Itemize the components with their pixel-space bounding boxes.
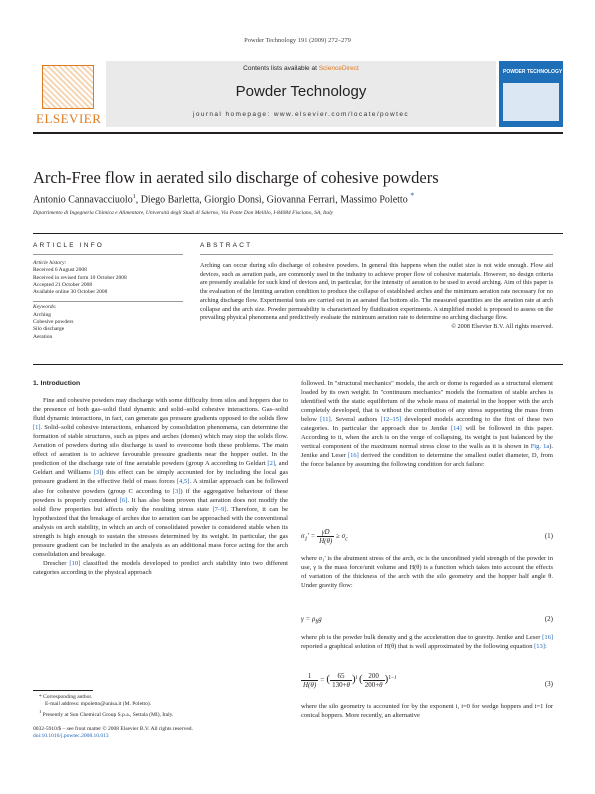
footnote-email: E-mail address: mpoletto@unisa.it (M. Poletto). [45, 701, 152, 707]
ref-link[interactable]: [6] [119, 496, 128, 504]
ref-link[interactable]: [12–15] [380, 416, 402, 424]
equation-number: (2) [544, 615, 553, 623]
paragraph [33, 396, 288, 559]
text: . It has also been proven that aeration does not modify the solid flow properties but affects only the resulting stress state [33, 496, 288, 513]
title-rule [33, 233, 563, 234]
ref-link[interactable]: [13] [534, 643, 545, 651]
ref-link[interactable]: [16] [347, 452, 359, 460]
paragraph [301, 633, 553, 651]
eq3-lhs: $\frac{1}{H(\theta)}$ [303, 672, 317, 689]
equation-1: $\sigma_1'$ = $\frac{\gamma D}{H(\theta)}$ ≥ $\sigma_c$ (1) [301, 528, 553, 545]
keyword: Cohesive powders [33, 319, 74, 326]
equation-number: (3) [544, 680, 553, 688]
text: developed models according to the first of these two categories. In particular the approach due to Jenike [301, 416, 553, 433]
paragraph [33, 559, 288, 577]
footnote-corresponding: * Corresponding author. [39, 694, 93, 700]
footnote-mark: 1 [39, 709, 42, 714]
text: : [544, 643, 547, 651]
text: classified the models developed to predict arch stability into two different categories according to the physical approach [33, 559, 288, 576]
equation-number: (1) [544, 532, 553, 540]
contents-line [106, 65, 496, 72]
masthead-rule [33, 132, 563, 134]
text: ) this effect can be simply accounted for by including the local gas pressure gradient in the effective field of mass forces [33, 469, 289, 486]
footnote-present-text: Presently at Sun Chemical Group S.p.a., Settala (MI), Italy. [42, 711, 174, 718]
elsevier-logo [33, 61, 103, 127]
text: reported a graphical solution of H(θ) that is well approximated by the following equation [301, 643, 535, 651]
left-column [33, 379, 288, 577]
ref-link[interactable]: [2] [267, 460, 275, 468]
ref-link[interactable]: Fig. 1a [530, 443, 550, 451]
abstract-heading: ABSTRACT [200, 242, 253, 249]
ref-link[interactable]: [16] [542, 634, 553, 641]
footnotes [33, 694, 288, 740]
text: where ρb is the powder bulk density and g the acceleration due to gravity. Jenike and Leser [301, 634, 543, 641]
eq1-fraction: $\frac{\gamma D}{H(\theta)}$ [319, 528, 333, 545]
journal-banner [106, 61, 496, 127]
text: followed. In "structural mechanics" models, the arch or dome is regarded as a structural element loaded by its own weight. In "continuum mechanics" models the formation of stable arches is identified with the static equilibrium of the whole mass of material in the hopper with the arch completely developed, that is without the contribution of any stress supporting the mass from below [301, 380, 553, 424]
abstract-body: Arching can occur during silo discharge of cohesive powders. In general this happens when the outlet size is not wide enough. Flow aid devices, such as aeration pads, are commonly used in the industry to achieve proper flow of cohesive materials. However, no design criteria are presently available for such kind of devices and, in particular, for the intensity of aeration to be used to avoid arching. Aim of this paper is the evaluation of the limiting aeration condition to produce the collapse of established arches and the minimum aeration rate necessary for no arching discharge flow. Experimental tests are carried out in an aerated flat bottom silo. The measured quantities are the aeration rate at arch collapse and the arch size. Powder permeability is characterized by fluidization experiments. A simplified model is proposed to assess on the prevailing physical phenomena and predictively evaluate the minimum aeration rate to determine no arching discharge flow. [200, 262, 553, 322]
info-divider [33, 301, 183, 302]
journal-cover [499, 61, 563, 127]
ref-link[interactable]: [3] [93, 469, 102, 477]
corresponding-author-link[interactable]: * [410, 191, 415, 200]
keyword: Aeration [33, 333, 53, 340]
masthead [33, 61, 563, 127]
ref-link[interactable]: [7–9] [212, 505, 227, 513]
right-column-top [301, 379, 553, 469]
sciencedirect-link[interactable]: ScienceDirect [318, 65, 359, 72]
ref-link[interactable]: [4,5] [176, 478, 190, 486]
contents-prefix: Contents lists available at [243, 65, 317, 72]
footnote-present [33, 708, 288, 719]
section-heading: 1. Introduction [33, 380, 81, 387]
text: ) if the aggregative behaviour of these powders is properly considered [33, 487, 288, 504]
author-first: Antonio Cannavacciuolo [33, 194, 133, 206]
elsevier-tree-icon [42, 65, 94, 109]
ref-link[interactable]: [11] [320, 416, 331, 424]
keyword: Silo discharge [33, 326, 65, 333]
keyword: Arching [33, 311, 52, 318]
affiliation: Dipartimento di Ingegneria Chimica e Alimentare, Università degli Studi di Salerno, Via Ponte Don Melillo, I-84084 Fisciano, SA, Italy [33, 210, 334, 216]
ref-link[interactable]: [10] [69, 559, 81, 567]
abstract-copyright: © 2008 Elsevier B.V. All rights reserved. [451, 322, 553, 330]
text: . A similar approach can be followed also for cohesive powders (group C according to [33, 478, 288, 495]
right-column-bottom [301, 702, 553, 720]
abstract-end-rule [33, 364, 563, 365]
text: Drescher [43, 559, 70, 567]
history-item: Available online 30 October 2008 [33, 289, 108, 296]
history-item: Received 6 August 2008 [33, 267, 87, 274]
author-rest: , Diego Barletta, Giorgio Donsì, Giovanna Ferrari, Massimo Poletto [135, 194, 408, 206]
article-info [33, 260, 183, 341]
text: . Several authors [330, 416, 381, 424]
article-title: Arch-Free flow in aerated silo discharge of cohesive powders [33, 168, 439, 187]
right-column-mid2 [301, 633, 553, 651]
history-label: Article history: [33, 260, 67, 266]
text: derived the condition to determine the smallest outlet diameter, D, from the force balance by assuming the following condition for arch failure: [301, 452, 553, 469]
publisher-name: ELSEVIER [36, 111, 102, 126]
ref-link[interactable]: [1] [33, 424, 41, 432]
text: ). Jenike and Leser [301, 443, 553, 460]
eq3-term1: $\frac{65}{130+\theta}$ [332, 672, 350, 689]
journal-title: Powder Technology [235, 83, 367, 100]
right-column-mid [301, 554, 553, 590]
equation-2: $\gamma = \rho_bg$ (2) [301, 615, 553, 626]
ref-link[interactable]: [14] [450, 425, 462, 433]
paragraph: where the silo geometry is accounted for by the exponent i, i=0 for wedge hoppers and i=1 for conical hoppers. More recently, an alternative [301, 703, 553, 720]
author-list [33, 191, 414, 205]
abstract-text [200, 262, 553, 332]
paragraph: where σ₁' is the abutment stress of the arch, σc is the unconfined yield strength of the powder in use, γ is the mass force/unit volume and H(θ) is a function which takes into account the effects of variation of the thickness of the arch with the silo geometry and the hopper half angle θ. Under gravity flow: [301, 555, 553, 590]
text: will be followed in this paper. According to it, when the arch is on the verge of collapsing, its weight is just balanced by the vertical component of the maximum normal stress close to the walls as it is shown in [301, 425, 553, 451]
text: Fine and cohesive powders may discharge with some difficulty from silos and hoppers due to the presence of both gas–solid fluid dynamic and solid–solid cohesive interactions. Gas–solid fluid dynamic interactions, in fact, can generate gas pressure gradients opposed to the solids flow [33, 397, 288, 423]
ref-link[interactable]: [3] [172, 487, 181, 495]
text: . Therefore, it can be hypothesized that the breakage of arches due to aeration can be approached with the conventional analysis on arch stability, in which an arch of consolidated powder is considered stable when its strength is high enough to sustain the stresses determined by its weight. In particular, the gas pressure gradient can be included in the analysis as an additional mass force acting for the arch consolidation and breakage. [33, 505, 288, 558]
equation-3: $\frac{1}{H(\theta)}$ = ( $\frac{65}{130+\theta}$ )$^i$ ( $\frac{200}{200+\theta}$ )$^{1-i}$ (3) [303, 672, 553, 689]
footnote-rule [33, 690, 93, 691]
cover-image [503, 83, 559, 121]
history-item: Received in revised form 10 October 2008 [33, 274, 127, 281]
cover-label: POWDER TECHNOLOGY [503, 69, 563, 75]
history-item: Accepted 21 October 2008 [33, 281, 93, 288]
article-info-rule [33, 254, 183, 255]
text: , and Geldart and Williams [33, 460, 288, 477]
abstract-rule [200, 254, 553, 255]
paragraph [301, 379, 553, 469]
journal-homepage[interactable]: journal homepage: www.elsevier.com/locate/powtec [192, 111, 410, 118]
author-first-note: 1 [132, 194, 136, 200]
text: . Solid–solid cohesive interactions, enhanced by consolidation phenomena, can determine the formation of stable structures, such as pipes and arches (domes) which may stop the solids flow. Aeration of powders during silo discharge is used to overcome both these problems. The main effect of aeration is to achieve favourable pressure gradients near the hopper outlet. In the prediction of the discharge rate of fine aeratable powders (group A according to Geldart [33, 424, 288, 468]
doi-link[interactable]: doi:10.1016/j.powtec.2008.10.013 [33, 732, 109, 739]
issn-line: 0032-5910/$ – see front matter © 2008 Elsevier B.V. All rights reserved. [33, 725, 193, 732]
eq3-term2: $\frac{200}{200+\theta}$ [364, 672, 383, 689]
article-info-heading: ARTICLE INFO [33, 242, 105, 249]
keywords-label: Keywords: [33, 304, 57, 311]
running-head: Powder Technology 191 (2009) 272–279 [244, 37, 351, 44]
